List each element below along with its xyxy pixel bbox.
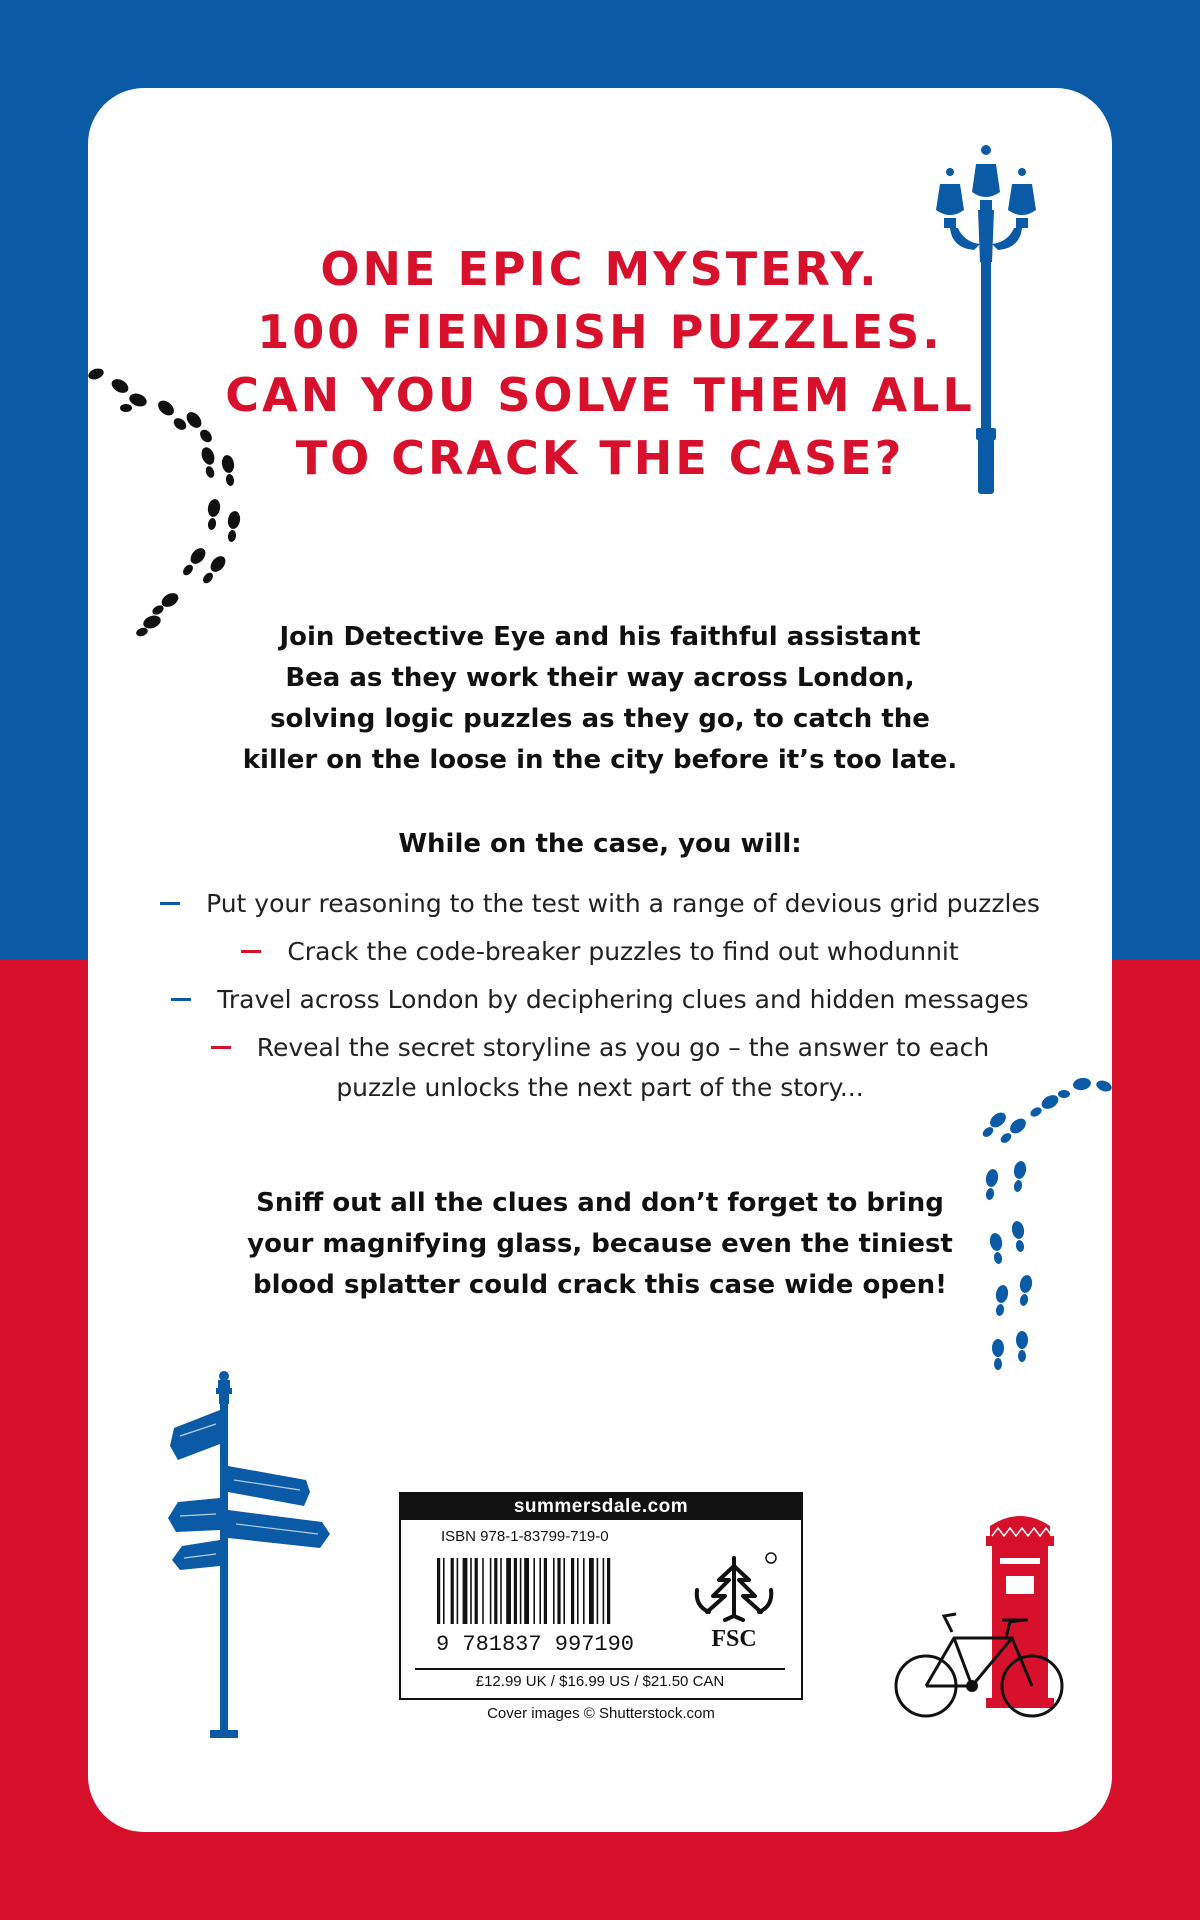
- barcode-bar: [437, 1558, 440, 1624]
- barcode-bar: [490, 1558, 492, 1624]
- intro-line: solving logic puzzles as they go, to catch the: [270, 704, 930, 734]
- barcode-bar: [607, 1558, 610, 1624]
- list-item: [0, 980, 1200, 1020]
- barcode-bar: [589, 1558, 594, 1624]
- barcode-bar: [544, 1558, 547, 1624]
- intro-line: killer on the loose in the city before it’s too late.: [242, 745, 958, 775]
- list-item-text: Crack the code-breaker puzzles to find out whodunnit: [287, 937, 959, 966]
- barcode-number: 9 781837 997190: [435, 1632, 635, 1654]
- headline-line: TO CRACK THE CASE?: [295, 431, 905, 485]
- barcode-box: [399, 1492, 803, 1700]
- barcode-bar: [583, 1558, 585, 1624]
- barcode-bar: [563, 1558, 565, 1624]
- barcode-bar: [539, 1558, 541, 1624]
- intro-line: Bea as they work their way across London,: [285, 663, 915, 693]
- barcode-bar: [482, 1558, 484, 1624]
- outro-line: your magnifying glass, because even the tiniest: [247, 1229, 953, 1259]
- barcode-bar: [500, 1558, 502, 1624]
- barcode-bar: [524, 1558, 529, 1624]
- dash-icon: [160, 902, 180, 905]
- barcode-bar: [457, 1558, 459, 1624]
- intro-line: Join Detective Eye and his faithful assistant: [279, 622, 921, 652]
- barcode-bar: [553, 1558, 555, 1624]
- barcode-bar: [597, 1558, 599, 1624]
- barcode-bar: [470, 1558, 472, 1624]
- barcode-bar: [463, 1558, 468, 1624]
- headline-line: 100 FIENDISH PUZZLES.: [257, 305, 943, 359]
- barcode-bar: [506, 1558, 511, 1624]
- signpost-icon: [160, 1370, 336, 1740]
- barcode-bar: [557, 1558, 560, 1624]
- image-credit: Cover images © Shutterstock.com: [487, 1705, 715, 1722]
- dash-icon: [241, 950, 261, 953]
- barcode-bar: [443, 1558, 445, 1624]
- barcode-bar: [475, 1558, 478, 1624]
- publisher-website: summersdale.com: [401, 1494, 801, 1520]
- list-item-text: Travel across London by deciphering clues and hidden messages: [217, 985, 1029, 1014]
- bicycle-icon: [892, 1604, 1068, 1724]
- headline-line: CAN YOU SOLVE THEM ALL: [225, 368, 975, 422]
- barcode-bar: [451, 1558, 454, 1624]
- barcode-bar: [533, 1558, 535, 1624]
- list-heading: While on the case, you will:: [398, 829, 802, 859]
- barcode: [415, 1554, 655, 1654]
- outro-line: Sniff out all the clues and don’t forget to bring: [256, 1188, 944, 1218]
- headline: [0, 238, 1200, 490]
- list-item: [0, 1028, 1200, 1108]
- fsc-label: FSC: [711, 1626, 757, 1652]
- dash-icon: [171, 998, 191, 1001]
- list-item-text: puzzle unlocks the next part of the story...: [336, 1073, 864, 1102]
- isbn-text: ISBN 978-1-83799-719-0: [441, 1528, 609, 1545]
- headline-line: ONE EPIC MYSTERY.: [320, 242, 880, 296]
- list-item: [0, 884, 1200, 924]
- barcode-bar: [577, 1558, 579, 1624]
- barcode-bar: [603, 1558, 605, 1624]
- intro-paragraph: [0, 617, 1200, 781]
- outro-paragraph: [0, 1183, 1200, 1306]
- list-item: [0, 932, 1200, 972]
- barcode-bar: [494, 1558, 497, 1624]
- dash-icon: [211, 1046, 231, 1049]
- list-item-text: Put your reasoning to the test with a range of devious grid puzzles: [206, 889, 1040, 918]
- list-item-text: Reveal the secret storyline as you go – the answer to each: [256, 1033, 990, 1062]
- price-text: £12.99 UK / $16.99 US / $21.50 CAN: [415, 1668, 785, 1696]
- fsc-logo-icon: [689, 1546, 779, 1658]
- barcode-bar: [571, 1558, 574, 1624]
- barcode-bar: [514, 1558, 517, 1624]
- outro-line: blood splatter could crack this case wide open!: [253, 1270, 947, 1300]
- barcode-bar: [520, 1558, 522, 1624]
